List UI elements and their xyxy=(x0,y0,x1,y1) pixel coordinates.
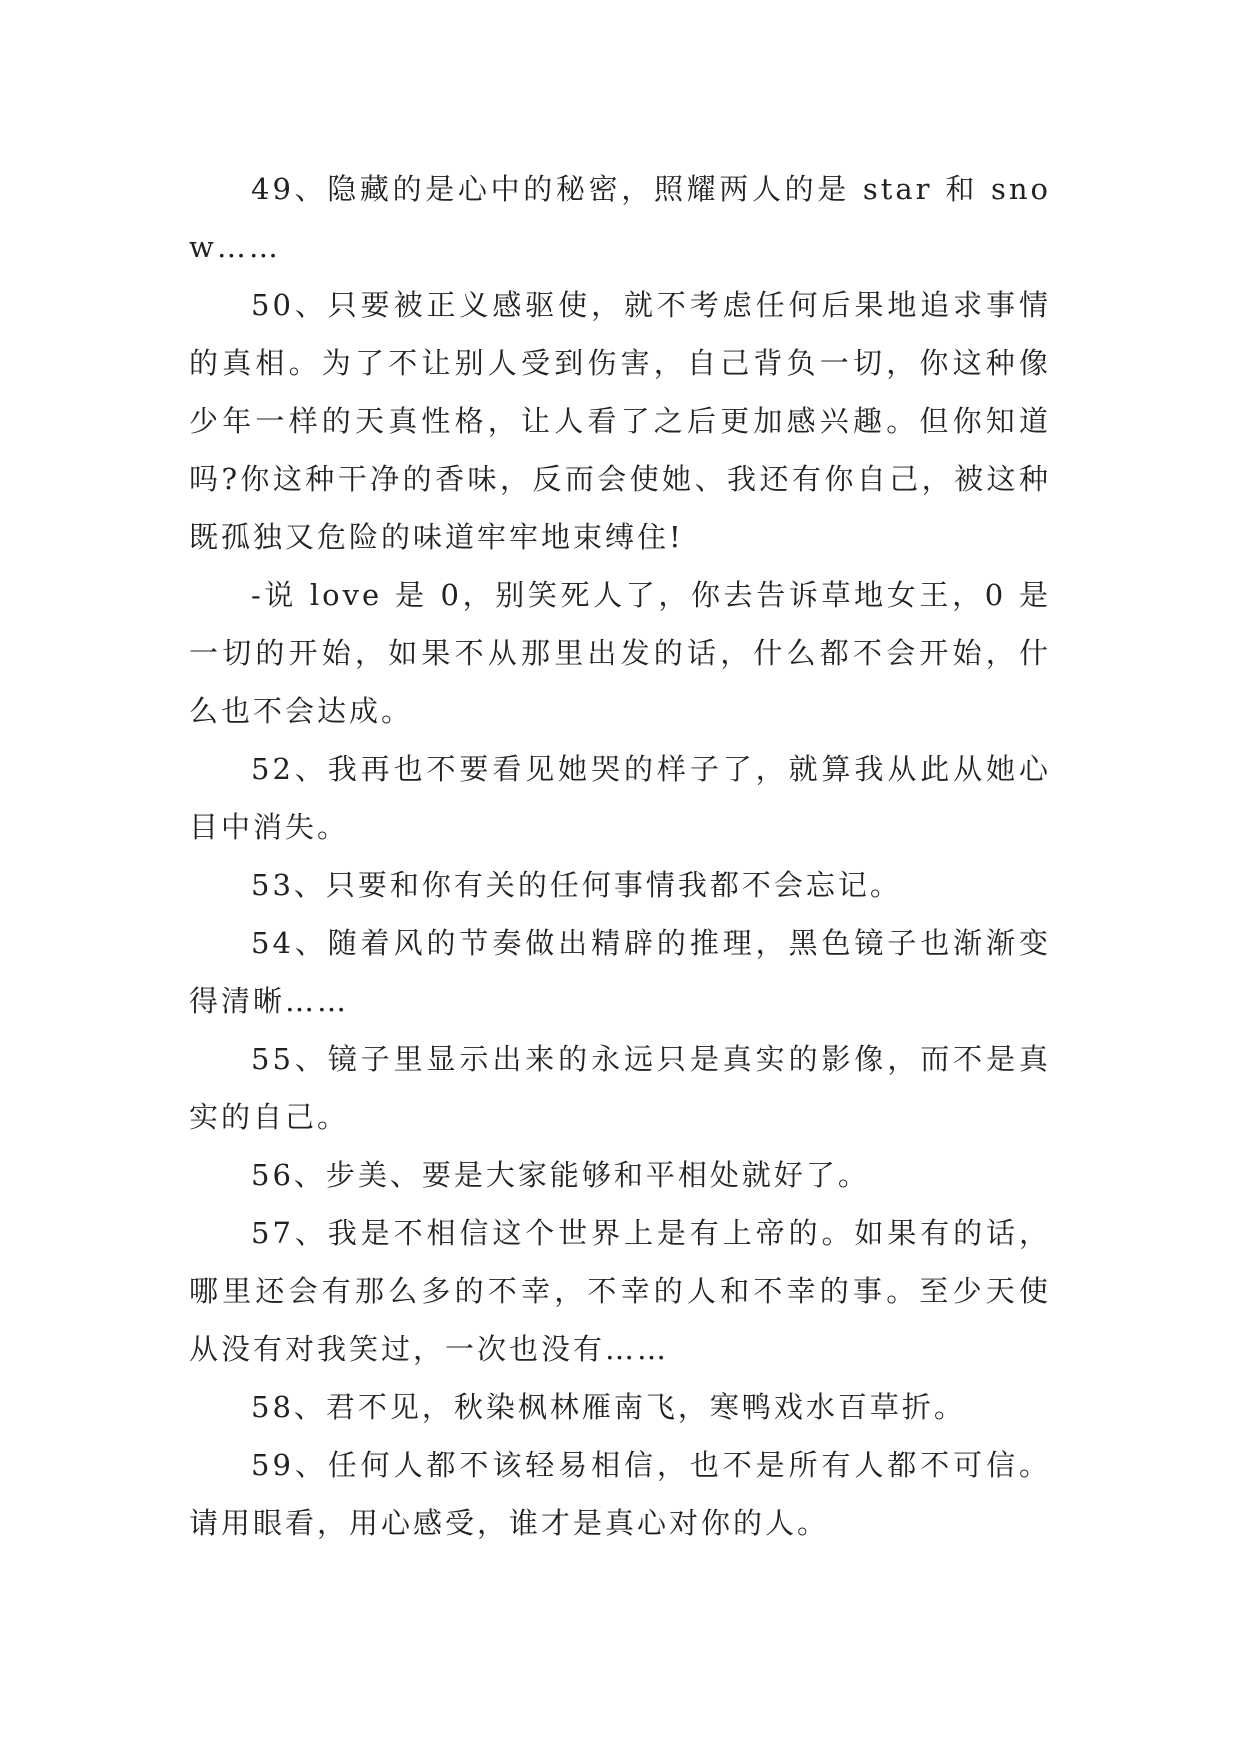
paragraph-58: 58、君不见，秋染枫林雁南飞，寒鸭戏水百草折。 xyxy=(251,1390,966,1424)
paragraph-49: 49、隐藏的是心中的秘密，照耀两人的是 star 和 snow…… xyxy=(189,172,1051,264)
paragraph-55: 55、镜子里显示出来的永远只是真实的影像，而不是真实的自己。 xyxy=(189,1042,1051,1134)
paragraph-51: -说 love 是 0，别笑死人了，你去告诉草地女王，0 是一切的开始，如果不从那里出发的话，什么都不会开始，什么也不会达成。 xyxy=(189,578,1051,728)
paragraph-52: 52、我再也不要看见她哭的样子了，就算我从此从她心目中消失。 xyxy=(189,752,1051,844)
paragraph-54: 54、随着风的节奏做出精辟的推理，黑色镜子也渐渐变得清晰…… xyxy=(189,926,1051,1018)
paragraph-59: 59、任何人都不该轻易相信，也不是所有人都不可信。请用眼看，用心感受，谁才是真心对你的人。 xyxy=(189,1448,1051,1540)
paragraph-56: 56、步美、要是大家能够和平相处就好了。 xyxy=(251,1158,870,1192)
paragraph-50: 50、只要被正义感驱使，就不考虑任何后果地追求事情的真相。为了不让别人受到伤害，自己背负一切，你这种像少年一样的天真性格，让人看了之后更加感兴趣。但你知道吗?你这种干净的香味，反而会使她、我还有你自己，被这种既孤独又危险的味道牢牢地束缚住! xyxy=(189,288,1051,554)
paragraph-57: 57、我是不相信这个世界上是有上帝的。如果有的话，哪里还会有那么多的不幸，不幸的人和不幸的事。至少天使从没有对我笑过，一次也没有…… xyxy=(189,1216,1051,1366)
paragraph-53: 53、只要和你有关的任何事情我都不会忘记。 xyxy=(251,868,902,902)
document-body xyxy=(189,160,1051,1552)
